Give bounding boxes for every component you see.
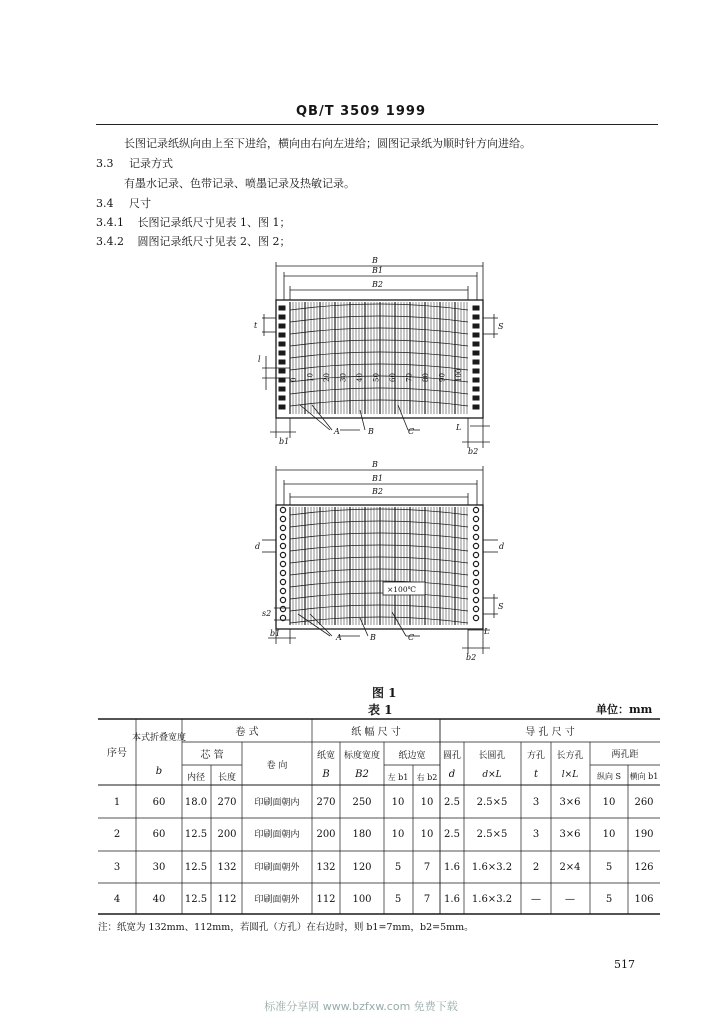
- header-length: 长度: [217, 773, 237, 783]
- table-grid: [98, 719, 660, 914]
- header-scale: 标度宽度: [343, 751, 381, 761]
- table-cell: 12.5: [184, 894, 208, 905]
- site-watermark: 标准分享网 www.bzfxw.com 免费下载: [264, 1000, 458, 1013]
- dim-label-L: L: [484, 627, 490, 636]
- table-cell: 印刷面朝内: [254, 830, 300, 840]
- header-volume: 卷 式: [235, 727, 259, 738]
- scale-number: 60: [389, 373, 397, 382]
- section-title: 记录方式: [129, 157, 173, 170]
- header-width-sym: B: [322, 769, 330, 780]
- table-cell: 1.6×3.2: [471, 894, 513, 905]
- section-title: 尺寸: [129, 197, 151, 210]
- table-cell: 190: [634, 829, 654, 840]
- dim-label-b1: b1: [270, 629, 281, 638]
- table-cell: 260: [634, 797, 654, 808]
- callout-C: C: [408, 633, 415, 642]
- scale-number: 80: [422, 373, 430, 382]
- dim-label-B1: B1: [372, 266, 383, 275]
- table-cell: 30: [152, 862, 166, 873]
- section-number: 3.4.2: [96, 235, 124, 248]
- section-number: 3.4: [96, 197, 114, 210]
- table-cell: 132: [316, 862, 336, 873]
- table-cell: 5: [394, 862, 402, 873]
- header-foldwidth-sym: b: [155, 766, 163, 777]
- dim-label-t: t: [254, 321, 258, 330]
- header-rect: 长方孔: [556, 751, 584, 761]
- header-seq: 序号: [107, 748, 127, 759]
- table-cell: 1.6: [444, 894, 460, 905]
- table-cell: 1.6×3.2: [471, 862, 513, 873]
- standard-header: QB/T 3509 1999: [296, 104, 426, 119]
- table-cell: 10: [420, 797, 434, 808]
- header-paper: 纸 幅 尺 寸: [351, 727, 401, 738]
- header-square-sym: t: [533, 769, 539, 780]
- dim-label-l: l: [258, 355, 261, 364]
- section-text: 长图记录纸尺寸见表 1、图 1；: [137, 216, 291, 229]
- table-cell: 270: [217, 797, 237, 808]
- table-cell: 100: [352, 894, 372, 905]
- scale-number: 20: [323, 373, 331, 382]
- scale-number: 10: [306, 373, 315, 382]
- table-cell: 3: [532, 797, 540, 808]
- scale-number: 100: [455, 368, 463, 382]
- table-cell: 2.5×5: [476, 829, 508, 840]
- callout-B: B: [370, 633, 376, 642]
- paragraph-record-methods: 有墨水记录、色带记录、喷墨记录及热敏记录。: [124, 177, 355, 190]
- table-cell: 60: [152, 797, 166, 808]
- header-horizontal: 横向 b1: [629, 772, 659, 781]
- table-cell: 7: [423, 894, 431, 905]
- header-vertical: 纵向 S: [596, 772, 622, 781]
- dim-label-d: d: [255, 542, 261, 551]
- header-inner: 内径: [186, 773, 206, 783]
- table-cell: 印刷面朝外: [254, 863, 300, 873]
- header-rect-sym: l×L: [561, 770, 579, 780]
- table-cell: 1.6: [444, 862, 460, 873]
- dim-label-B2: B2: [372, 487, 383, 496]
- header-round-sym: d: [448, 769, 456, 780]
- callout-A: A: [334, 427, 340, 436]
- table-cell: 3: [532, 829, 540, 840]
- table-cell: 2: [113, 829, 121, 840]
- table-cell: 12.5: [184, 862, 208, 873]
- table-cell: 5: [605, 894, 613, 905]
- header-long-round: 长圆孔: [478, 751, 506, 761]
- callout-A: A: [336, 633, 342, 642]
- table-cell: 2.5: [444, 829, 460, 840]
- table-cell: 4: [113, 894, 121, 905]
- dim-label-S: S: [498, 322, 504, 331]
- table-cell: 112: [316, 894, 336, 905]
- table-cell: 200: [316, 829, 336, 840]
- dim-label-B: B: [372, 256, 378, 265]
- header-margin: 纸边宽: [398, 751, 426, 761]
- table-cell: 3×6: [559, 797, 581, 808]
- table-cell: 120: [352, 862, 372, 873]
- header-core: 芯 管: [200, 750, 224, 761]
- dim-label-b2: b2: [468, 447, 479, 456]
- header-width: 纸宽: [316, 751, 336, 761]
- table-cell: 3×6: [559, 829, 581, 840]
- table-cell: 180: [352, 829, 372, 840]
- dim-label-B2: B2: [372, 280, 383, 289]
- header-right: 右 b2: [416, 773, 438, 782]
- table-cell: 40: [152, 894, 166, 905]
- table-cell: 3: [113, 862, 121, 873]
- dim-label-L: L: [456, 423, 462, 432]
- dim-label-S: S: [498, 602, 504, 611]
- header-guide: 导 孔 尺 寸: [525, 727, 575, 738]
- table-cell: 12.5: [184, 829, 208, 840]
- table-cell: 10: [602, 797, 616, 808]
- section-number: 3.3: [96, 157, 114, 170]
- table-cell: 5: [394, 894, 402, 905]
- table-note: 注：纸宽为 132mm、112mm，若圆孔（方孔）在右边时，则 b1=7mm，b2=5mm。: [98, 922, 474, 933]
- table-cell: 2.5×5: [476, 797, 508, 808]
- dim-label-d-right: d: [499, 542, 505, 551]
- paragraph-feed-direction: 长图记录纸纵向由上至下进给，横向由右向左进给；圆图记录纸为顺时针方向进给。: [124, 137, 531, 150]
- scale-number: 70: [405, 373, 414, 382]
- dim-label-b1: b1: [279, 437, 290, 446]
- table-cell: 2: [532, 862, 540, 873]
- dim-label-s2: s2: [262, 609, 272, 618]
- header-long-round-sym: d×L: [482, 770, 502, 780]
- table-cell: 106: [634, 894, 654, 905]
- callout-C: C: [408, 427, 415, 436]
- header-left: 左 b1: [387, 773, 409, 782]
- page-number: 517: [614, 958, 635, 971]
- table-cell: 10: [391, 829, 405, 840]
- table-cell: 270: [316, 797, 336, 808]
- dim-label-B1: B1: [372, 474, 383, 483]
- table-cell: 2.5: [444, 797, 460, 808]
- table-cell: 2×4: [559, 862, 581, 873]
- header-round: 圆孔: [442, 751, 462, 761]
- table-header: [107, 725, 658, 783]
- figure-caption: 图 1: [372, 686, 397, 700]
- table-cell: 10: [420, 829, 434, 840]
- header-spacing: 两孔距: [611, 750, 639, 760]
- scale-number: 50: [372, 373, 381, 382]
- scale-number: 40: [356, 373, 364, 382]
- section-text: 圆图记录纸尺寸见表 2、图 2；: [137, 235, 291, 248]
- section-number: 3.4.1: [96, 216, 124, 229]
- scale-number: 0: [290, 377, 298, 382]
- table-cell: 10: [602, 829, 616, 840]
- header-direction: 卷 向: [266, 761, 288, 771]
- table-cell: 60: [152, 829, 166, 840]
- table-cell: 印刷面朝外: [254, 895, 300, 905]
- table-cell: 112: [217, 894, 237, 905]
- table-cell: 10: [391, 797, 405, 808]
- dim-label-b2: b2: [466, 653, 477, 662]
- table-cell: 7: [423, 862, 431, 873]
- header-square: 方孔: [526, 751, 546, 761]
- table-cell: 132: [217, 862, 237, 873]
- table-cell: —: [565, 894, 575, 905]
- table-cell: —: [531, 894, 541, 905]
- dim-label-B: B: [372, 460, 378, 469]
- callout-B: B: [368, 427, 374, 436]
- table-cell: 1: [113, 797, 121, 808]
- table-cell: 5: [605, 862, 613, 873]
- header-scale-sym: B2: [355, 769, 369, 780]
- scale-number: 90: [438, 373, 447, 382]
- scale-number: 30: [339, 373, 348, 382]
- table-cell: 126: [634, 862, 654, 873]
- table-cell: 18.0: [184, 797, 208, 808]
- table-unit: 单位：mm: [596, 703, 653, 716]
- table-cell: 印刷面朝内: [254, 798, 300, 808]
- table-cell: 200: [217, 829, 237, 840]
- table-cell: 250: [352, 797, 372, 808]
- temperature-label: ×100℃: [387, 585, 416, 594]
- table-title: 表 1: [368, 703, 393, 717]
- header-foldwidth: 本式折叠宽度: [131, 733, 187, 743]
